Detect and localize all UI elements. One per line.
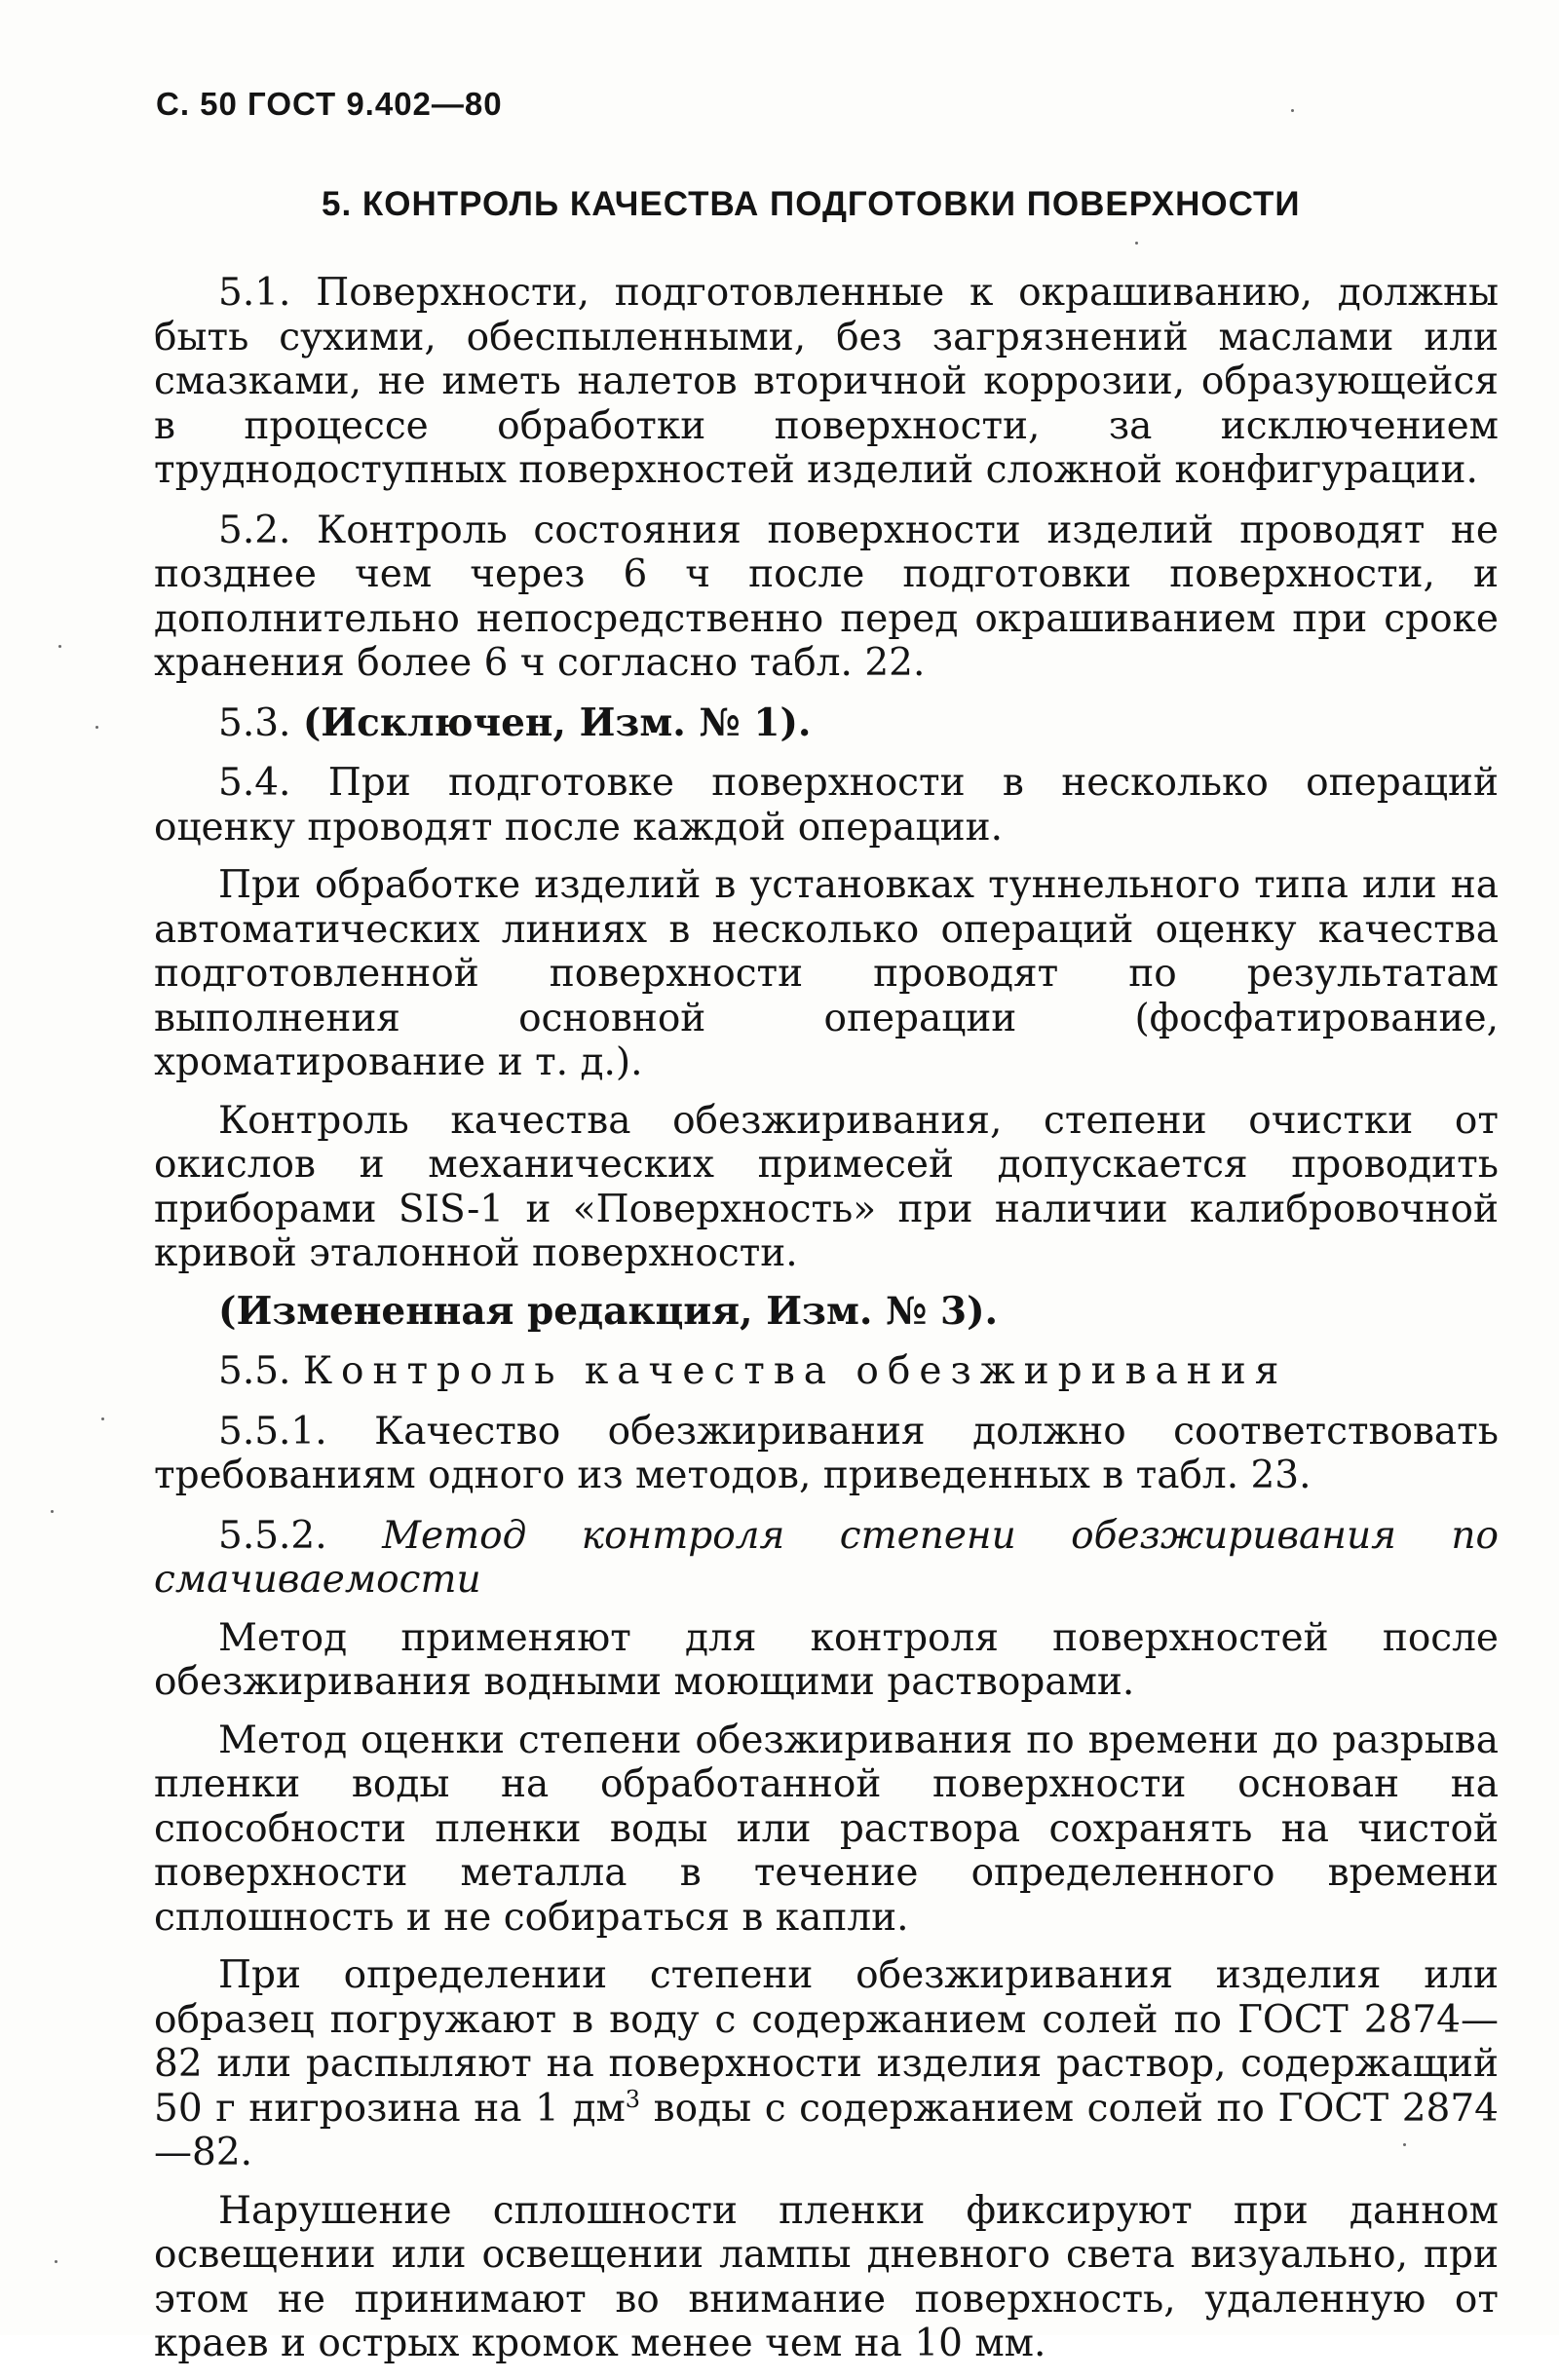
paragraph-5-4-b: При обработке изделий в установках туннельного типа или на автоматических линиях в несколько операций оценку качества подготовленной поверхности проводят по результатам выполнения основной операции (фосфатирование, хроматирование и т. д.). [154, 863, 1499, 1084]
scan-speck [1135, 242, 1138, 245]
paragraph-5-5-2-number: 5.5.2. [218, 1513, 327, 1558]
paragraph-5-5 [154, 1349, 1499, 1394]
paragraph-amendment-note: (Измененная редакция, Изм. № 3). [218, 1288, 999, 1334]
paragraph-5-5-1: 5.5.1. Качество обезжиривания должно соответствовать требованиям одного из методов, приведенных в табл. 23. [154, 1409, 1499, 1497]
scan-speck [1403, 2143, 1406, 2146]
paragraph-5-3 [154, 701, 1499, 746]
paragraph-5-1: 5.1. Поверхности, подготовленные к окрашиванию, должны быть сухими, обеспыленными, без загрязнений маслами или смазками, не иметь налетов вторичной коррозии, образующейся в процессе обработки поверхности, за исключением труднодоступных поверхностей изделий сложной конфигурации. [154, 271, 1499, 492]
paragraph-5-4: 5.4. При подготовке поверхности в несколько операций оценку проводят после каждой операции. [154, 761, 1499, 850]
paragraph-5-5-2-d: Нарушение сплошности пленки фиксируют при данном освещении или освещении лампы дневного света визуально, при этом не принимают во внимание поверхность, удаленную от краев и острых кромок менее чем на 10 мм. [154, 2188, 1499, 2365]
paragraph-5-5-title: Контроль качества обезжиривания [302, 1349, 1288, 1393]
paragraph-5-5-2-a: Метод применяют для контроля поверхностей после обезжиривания водными моющими растворами. [154, 1615, 1499, 1704]
paragraph-5-5-2 [154, 1514, 1499, 1603]
superscript-3: 3 [625, 2085, 641, 2113]
paragraph-5-5-2-c-tail: воды с содержанием солей по ГОСТ 2874—82. [154, 2086, 1499, 2174]
scan-speck [101, 1417, 104, 1420]
body-text [154, 271, 1499, 2380]
paragraph-5-5-number: 5.5. [218, 1349, 291, 1393]
scan-speck [58, 645, 61, 648]
scan-speck [55, 2260, 57, 2263]
scan-speck [95, 726, 98, 729]
paragraph-5-2: 5.2. Контроль состояния поверхности изделий проводят не позднее чем через 6 ч после подготовки поверхности, и дополнительно непосредственно перед окрашиванием при сроке хранения более 6 ч согласно табл. 22. [154, 508, 1499, 685]
paragraph-5-5-2-c-text: При определении степени обезжиривания изделия или образец погружают в воду с содержанием солей по ГОСТ 2874—82 или распыляют на поверхности изделия раствор, содержащий 50 г нигрозина на 1 дм [154, 1953, 1499, 2131]
scan-speck [51, 1510, 54, 1513]
paragraph-5-3-number: 5.3. [218, 700, 291, 745]
paragraph-5-5-2-c [154, 1953, 1499, 2175]
page-header: С. 50 ГОСТ 9.402—80 [156, 86, 503, 122]
paragraph-5-5-2-title: Метод контроля степени обезжиривания по смачиваемости [154, 1513, 1499, 1602]
section-title: 5. КОНТРОЛЬ КАЧЕСТВА ПОДГОТОВКИ ПОВЕРХНОСТИ [322, 185, 1301, 223]
paragraph-5-3-text: (Исключен, Изм. № 1). [302, 699, 812, 745]
paragraph-5-4-c: Контроль качества обезжиривания, степени очистки от окислов и механических примесей допускается проводить приборами SIS-1 и «Поверхность» при наличии калибровочной кривой эталонной поверхности. [154, 1098, 1499, 1275]
paragraph-5-5-2-b: Метод оценки степени обезжиривания по времени до разрыва пленки воды на обработанной поверхности основан на способности пленки воды или раствора сохранять на чистой поверхности металла в течение определенного времени сплошность и не собираться в капли. [154, 1718, 1499, 1940]
scan-speck [1291, 109, 1294, 112]
